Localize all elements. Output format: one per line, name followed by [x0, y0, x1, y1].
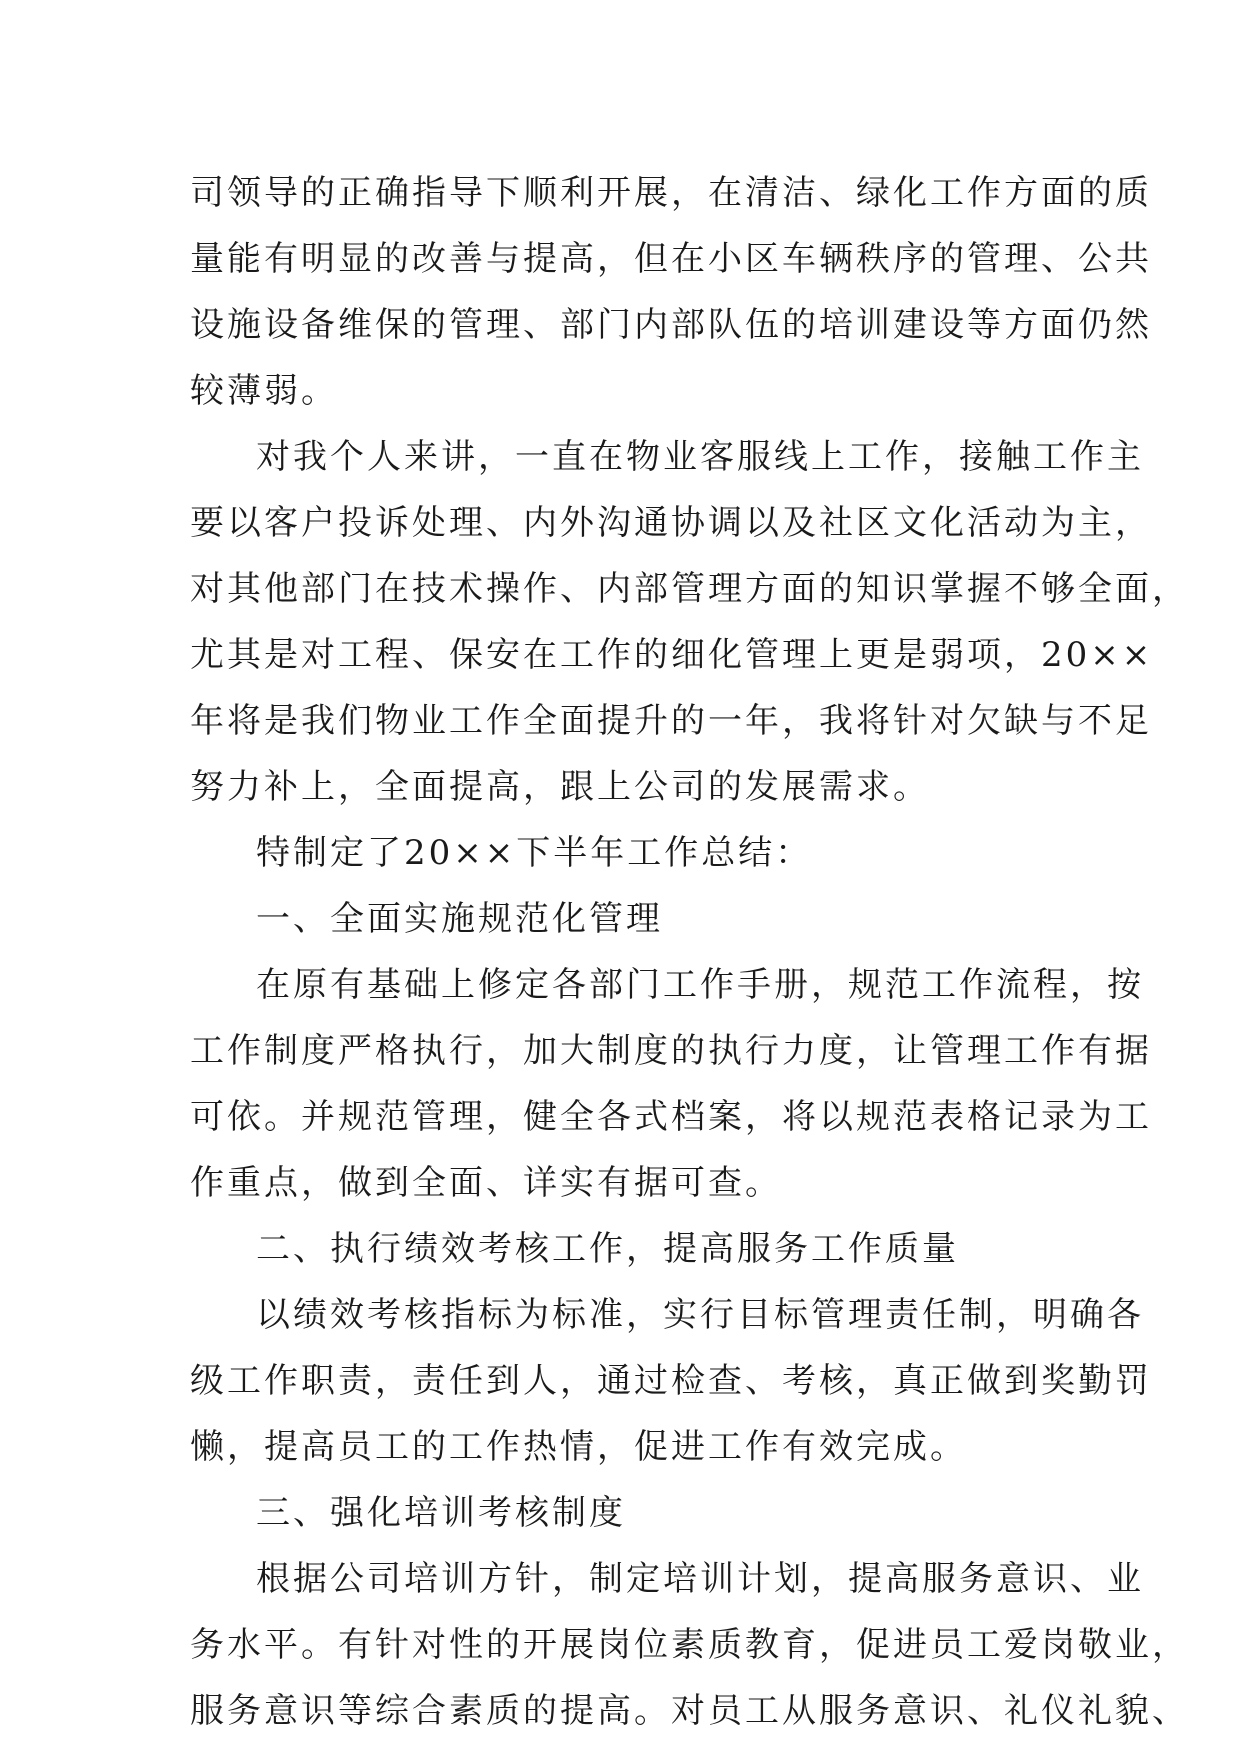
text-line: 要以客户投诉处理、内外沟通协调以及社区文化活动为主，: [190, 503, 1152, 543]
paragraph-first-line: 特制定了20××下半年工作总结：: [256, 833, 813, 873]
text-line: 较薄弱。: [190, 371, 338, 411]
paragraph-first-line: 以绩效考核指标为标准，实行目标管理责任制，明确各: [256, 1295, 1144, 1335]
text-line: 努力补上，全面提高，跟上公司的发展需求。: [190, 767, 930, 807]
text-line: 懒，提高员工的工作热情，促进工作有效完成。: [190, 1427, 967, 1467]
text-line: 可依。并规范管理，健全各式档案，将以规范表格记录为工: [190, 1097, 1152, 1137]
section-heading: 三、强化培训考核制度: [256, 1493, 626, 1533]
text-line: 作重点，做到全面、详实有据可查。: [190, 1163, 782, 1203]
text-line: 尤其是对工程、保安在工作的细化管理上更是弱项，20××: [190, 635, 1154, 675]
text-line: 年将是我们物业工作全面提升的一年，我将针对欠缺与不足: [190, 701, 1152, 741]
text-line: 务水平。有针对性的开展岗位素质教育，促进员工爱岗敬业，: [190, 1625, 1189, 1665]
text-line: 级工作职责，责任到人，通过检查、考核，真正做到奖勤罚: [190, 1361, 1152, 1401]
text-line: 司领导的正确指导下顺利开展，在清洁、绿化工作方面的质: [190, 173, 1152, 213]
text-line: 设施设备维保的管理、部门内部队伍的培训建设等方面仍然: [190, 305, 1152, 345]
paragraph-first-line: 根据公司培训方针，制定培训计划，提高服务意识、业: [256, 1559, 1144, 1599]
text-line: 量能有明显的改善与提高，但在小区车辆秩序的管理、公共: [190, 239, 1152, 279]
text-line: 对其他部门在技术操作、内部管理方面的知识掌握不够全面，: [190, 569, 1189, 609]
document-body: [190, 160, 1189, 1744]
section-heading: 一、全面实施规范化管理: [256, 899, 663, 939]
text-line: 服务意识等综合素质的提高。对员工从服务意识、礼仪礼貌、: [190, 1691, 1189, 1731]
section-heading: 二、执行绩效考核工作，提高服务工作质量: [256, 1229, 959, 1269]
paragraph-first-line: 在原有基础上修定各部门工作手册，规范工作流程，按: [256, 965, 1144, 1005]
text-line: 工作制度严格执行，加大制度的执行力度，让管理工作有据: [190, 1031, 1152, 1071]
paragraph-first-line: 对我个人来讲，一直在物业客服线上工作，接触工作主: [256, 437, 1144, 477]
